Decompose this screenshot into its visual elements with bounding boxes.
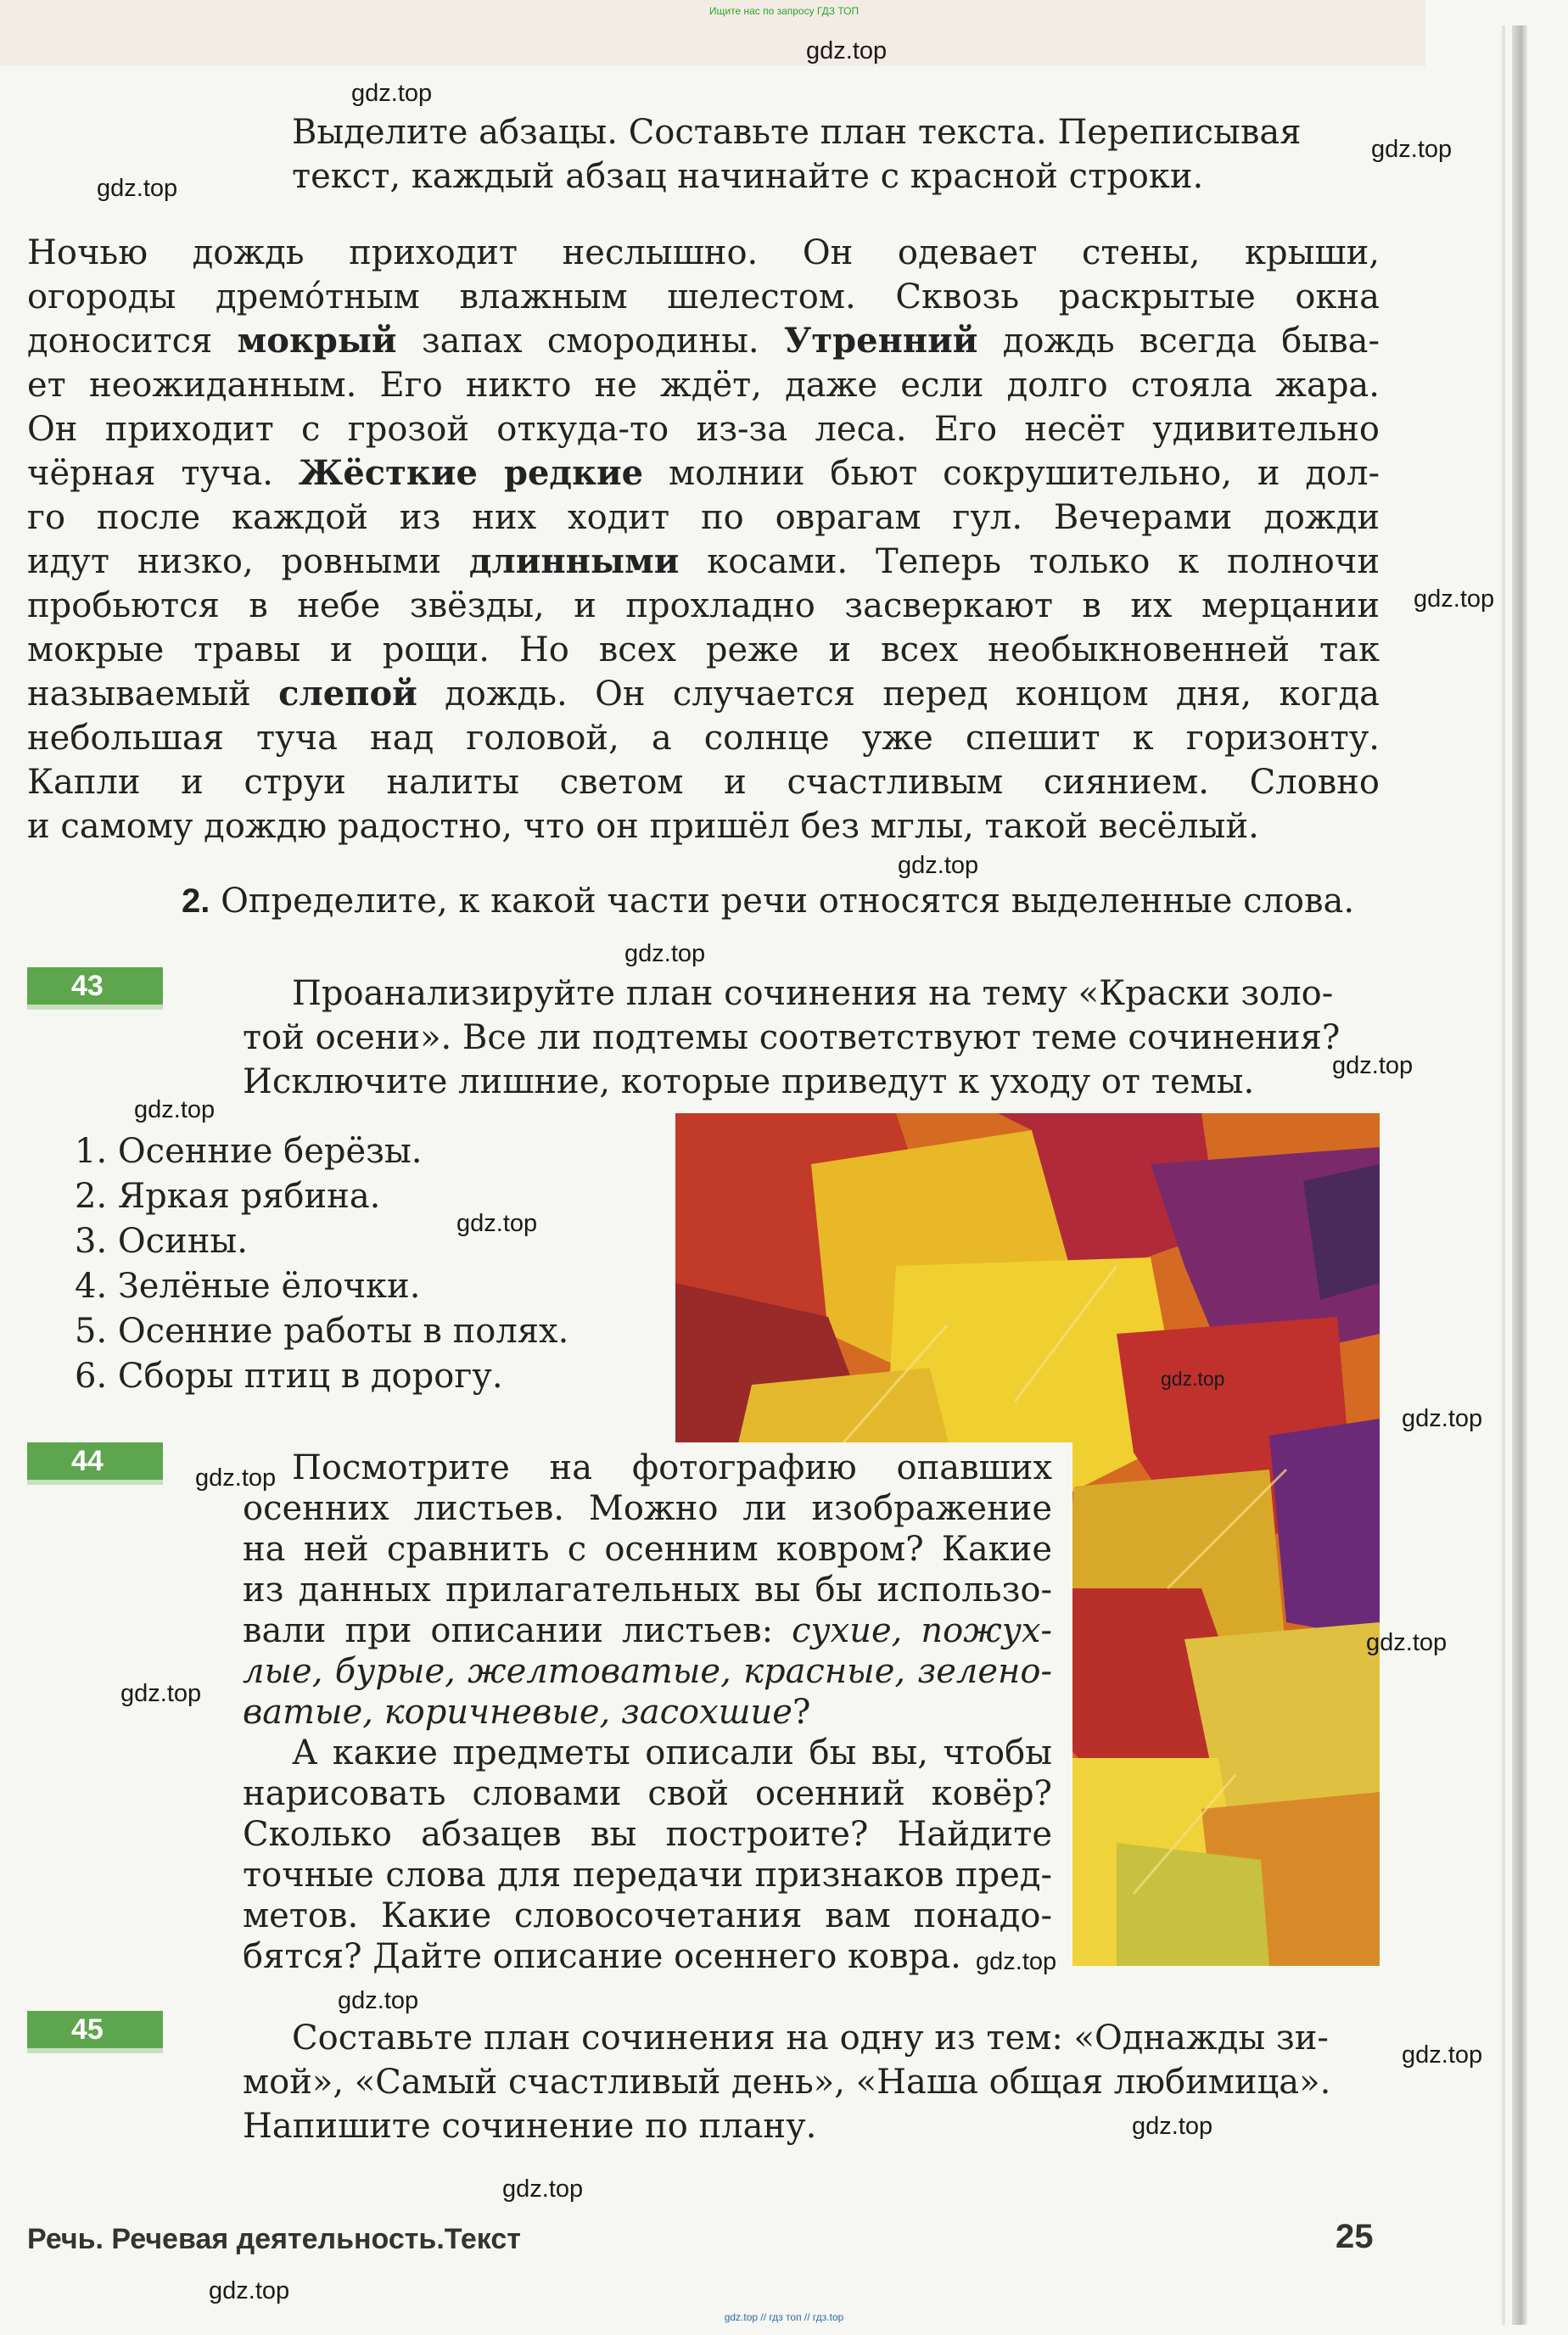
passage-line: мокрые травы и рощи. Но всех реже и всех необыкновенней так: [27, 630, 1380, 669]
watermark: gdz.top: [209, 2277, 290, 2304]
watermark: gdz.top: [1161, 1368, 1225, 1390]
rain-passage: [27, 231, 1380, 848]
site-banner-bottom[interactable]: gdz.top // гдз топ // гдз.top: [724, 2311, 844, 2323]
task-intro-line-1: Выделите абзацы. Составьте план текста. Переписывая: [292, 113, 1302, 152]
highlighted-word: слепой: [278, 674, 417, 714]
exercise-43-badge: 43: [27, 967, 163, 1005]
watermark: gdz.top: [502, 2175, 584, 2203]
exercise-43-line-3: Исключите лишние, которые приведут к уходу от темы.: [243, 1062, 1255, 1101]
exercise-43-line-2: той осени». Все ли подтемы соответствуют теме сочинения?: [243, 1018, 1341, 1057]
highlighted-word: Утренний: [783, 321, 978, 361]
watermark: gdz.top: [195, 1464, 277, 1492]
passage-line: идут низко, ровными длинными косами. Теперь только к полночи: [27, 541, 1380, 581]
watermark: gdz.top: [456, 1210, 538, 1237]
watermark: gdz.top: [624, 940, 706, 967]
watermark: gdz.top: [351, 80, 433, 107]
exercise-44-line: ватые, коричневые, засохшие?: [243, 1693, 811, 1732]
highlighted-word: Жёсткие редкие: [298, 453, 644, 493]
watermark: gdz.top: [1132, 2113, 1213, 2140]
passage-line: чёрная туча. Жёсткие редкие молнии бьют сокрушительно, и дол-: [27, 453, 1380, 493]
passage-line: Ночью дождь приходит неслышно. Он одевает стены, крыши,: [27, 233, 1380, 272]
exercise-44-text: [243, 1447, 1052, 1977]
exercise-44-line: осенних листьев. Можно ли изображение: [243, 1489, 1052, 1528]
page-edge: [1502, 25, 1505, 2325]
task-2-text: Определите, к какой части речи относятся выделенные слова.: [221, 882, 1355, 921]
passage-line: и самому дождю радостно, что он пришёл без мглы, такой весёлый.: [27, 807, 1259, 846]
passage-line: го после каждой из них ходит по оврагам гул. Вечерами дожди: [27, 498, 1380, 537]
watermark: gdz.top: [1371, 136, 1453, 163]
passage-line: ет неожиданным. Его никто не ждёт, даже если долго стояла жара.: [27, 366, 1380, 405]
exercise-45-line-3: Напишите сочинение по плану.: [243, 2107, 817, 2146]
watermark: gdz.top: [120, 1680, 202, 1707]
task-2-number: 2.: [182, 882, 210, 920]
exercise-44-line: бятся? Дайте описание осеннего ковра.: [243, 1937, 961, 1976]
passage-line: огороды дремо́тным влажным шелестом. Сквозь раскрытые окна: [27, 277, 1380, 316]
exercise-43-line-1: Проанализируйте план сочинения на тему «Краски золо-: [292, 974, 1334, 1013]
section-title-footer: Речь. Речевая деятельность.Текст: [27, 2223, 521, 2255]
exercise-45-badge: 45: [27, 2011, 163, 2048]
watermark: gdz.top: [898, 852, 979, 879]
exercise-44-line: метов. Какие словосочетания вам понадо-: [243, 1896, 1052, 1935]
watermark: gdz.top: [134, 1096, 216, 1123]
watermark: gdz.top: [1366, 1629, 1448, 1656]
task-2: [182, 879, 1354, 923]
passage-line: Капли и струи налиты светом и счастливым сиянием. Словно: [27, 763, 1380, 802]
highlighted-word: длинными: [468, 541, 680, 581]
plan-item-2: 2. Яркая рябина.: [75, 1177, 381, 1216]
passage-line: небольшая туча над головой, а солнце уже спешит к горизонту.: [27, 719, 1380, 758]
adjective-list: сухие, пожух-: [792, 1611, 1052, 1650]
watermark: gdz.top: [806, 37, 888, 64]
watermark: gdz.top: [1402, 1405, 1483, 1432]
exercise-44-line: Сколько абзацев вы построите? Найдите: [243, 1815, 1052, 1854]
exercise-44-line: нарисовать словами свой осенний ковёр?: [243, 1774, 1052, 1813]
exercise-45-line-1: Составьте план сочинения на одну из тем: «Однажды зи-: [292, 2019, 1329, 2058]
task-intro-line-2: текст, каждый абзац начинайте с красной строки.: [292, 157, 1204, 196]
watermark: gdz.top: [976, 1948, 1057, 1975]
watermark: gdz.top: [1402, 2041, 1483, 2069]
plan-item-6: 6. Сборы птиц в дорогу.: [75, 1357, 503, 1396]
passage-line: пробьются в небе звёзды, и прохладно засверкают в их мерцании: [27, 586, 1380, 625]
passage-line: доносится мокрый запах смородины. Утренний дождь всегда быва-: [27, 321, 1380, 361]
watermark: gdz.top: [338, 1987, 419, 2014]
plan-item-5: 5. Осенние работы в полях.: [75, 1312, 569, 1351]
page-number: 25: [1336, 2218, 1374, 2255]
plan-item-3: 3. Осины.: [75, 1222, 248, 1261]
exercise-44-line: точные слова для передачи признаков пред-: [243, 1856, 1052, 1895]
watermark: gdz.top: [1332, 1052, 1414, 1079]
plan-item-1: 1. Осенние берёзы.: [75, 1132, 423, 1171]
exercise-44-line: из данных прилагательных вы бы использо-: [243, 1571, 1052, 1610]
watermark: gdz.top: [1414, 585, 1495, 613]
exercise-45-line-2: мой», «Самый счастливый день», «Наша общая любимица».: [243, 2063, 1331, 2102]
passage-line: называемый слепой дождь. Он случается перед концом дня, когда: [27, 674, 1380, 714]
site-banner-top[interactable]: Ищите нас по запросу ГДЗ ТОП: [708, 5, 860, 17]
watermark: gdz.top: [97, 175, 178, 202]
exercise-44-line: вали при описании листьев: сухие, пожух-: [243, 1611, 1052, 1650]
book-spine: [1512, 25, 1527, 2325]
exercise-44-line: А какие предметы описали бы вы, чтобы: [292, 1733, 1052, 1772]
adjective-list: лые, бурые, желтоватые, красные, зелено-: [243, 1652, 1052, 1691]
exercise-44-line: на ней сравнить с осенним ковром? Какие: [243, 1530, 1052, 1569]
adjective-list: ватые, коричневые, засохшие: [243, 1693, 792, 1732]
passage-line: Он приходит с грозой откуда-то из-за леса. Его несёт удивительно: [27, 410, 1380, 449]
exercise-44-badge: 44: [27, 1442, 163, 1480]
exercise-44-line: Посмотрите на фотографию опавших: [292, 1448, 1052, 1487]
exercise-44-line: [243, 1651, 1052, 1692]
highlighted-word: мокрый: [237, 321, 397, 361]
plan-item-4: 4. Зелёные ёлочки.: [75, 1267, 421, 1306]
